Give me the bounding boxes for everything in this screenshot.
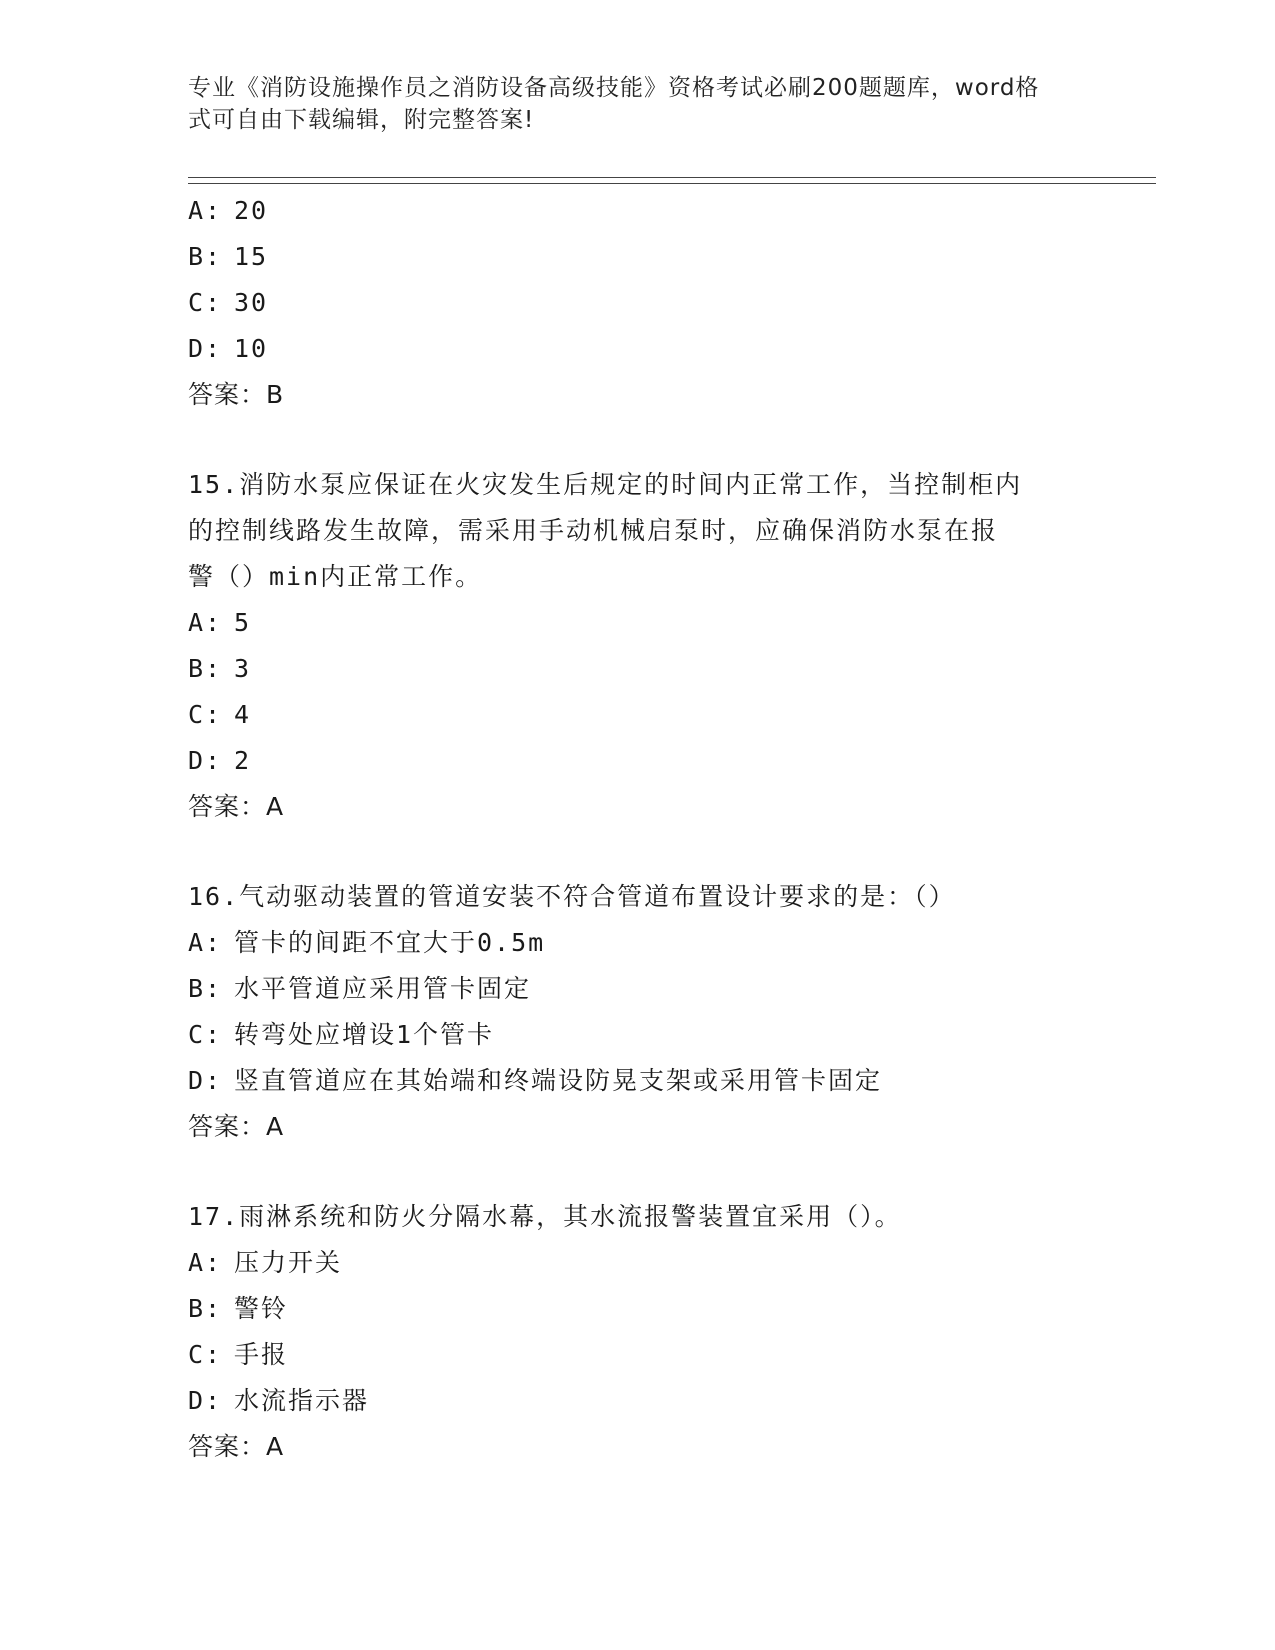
option-text: 4 (234, 700, 252, 729)
option-text: 管卡的间距不宜大于0.5m (234, 928, 546, 957)
option-label: C: (188, 700, 223, 729)
option-d (188, 1058, 1088, 1104)
option-c (188, 280, 1088, 326)
option-label: D: (188, 334, 223, 363)
header-title-line-2: 式可自由下载编辑，附完整答案! (188, 107, 535, 133)
option-label: B: (188, 974, 223, 1003)
option-label: A: (188, 1248, 223, 1277)
header-divider-top (188, 177, 1156, 178)
answer-line: 答案：A (188, 1432, 285, 1461)
option-d (188, 738, 1088, 784)
option-label: C: (188, 1340, 223, 1369)
question-text-line: 的控制线路发生故障，需采用手动机械启泵时，应确保消防水泵在报 (188, 516, 999, 545)
option-c (188, 1332, 1088, 1378)
option-a (188, 188, 1088, 234)
option-label: C: (188, 288, 223, 317)
option-text: 手报 (234, 1340, 289, 1369)
option-c (188, 692, 1088, 738)
answer-line: 答案：B (188, 380, 285, 409)
option-b (188, 234, 1088, 280)
option-label: D: (188, 1386, 223, 1415)
option-text: 水平管道应采用管卡固定 (234, 974, 532, 1003)
question-15 (188, 462, 1088, 830)
option-text: 10 (234, 334, 269, 363)
option-a (188, 1240, 1088, 1286)
option-label: A: (188, 928, 223, 957)
option-label: C: (188, 1020, 223, 1049)
option-label: B: (188, 1294, 223, 1323)
option-text: 3 (234, 654, 252, 683)
option-text: 压力开关 (234, 1248, 343, 1277)
spacer (188, 830, 1088, 874)
option-d (188, 1378, 1088, 1424)
question-text-line: 16.气动驱动装置的管道安装不符合管道布置设计要求的是：（） (188, 882, 956, 911)
option-b (188, 1286, 1088, 1332)
option-text: 2 (234, 746, 252, 775)
answer-line: 答案：A (188, 1112, 285, 1141)
option-c (188, 1012, 1088, 1058)
option-text: 转弯处应增设1个管卡 (234, 1020, 495, 1049)
question-text-line: 警（）min内正常工作。 (188, 562, 483, 591)
option-text: 5 (234, 608, 252, 637)
option-text: 水流指示器 (234, 1386, 370, 1415)
header-divider-bottom (188, 183, 1156, 184)
header-title-line-1: 专业《消防设施操作员之消防设备高级技能》资格考试必刷200题题库，word格 (188, 75, 1040, 101)
option-a (188, 600, 1088, 646)
option-a (188, 920, 1088, 966)
option-label: A: (188, 608, 223, 637)
question-16 (188, 874, 1088, 1150)
spacer (188, 1150, 1088, 1194)
spacer (188, 418, 1088, 462)
option-label: D: (188, 746, 223, 775)
document-header (188, 72, 1068, 136)
option-b (188, 646, 1088, 692)
option-d (188, 326, 1088, 372)
option-label: B: (188, 242, 223, 271)
option-text: 竖直管道应在其始端和终端设防晃支架或采用管卡固定 (234, 1066, 883, 1095)
option-label: D: (188, 1066, 223, 1095)
option-b (188, 966, 1088, 1012)
question-text-line: 15.消防水泵应保证在火灾发生后规定的时间内正常工作，当控制柜内 (188, 470, 1023, 499)
option-text: 20 (234, 196, 269, 225)
question-text-line: 17.雨淋系统和防火分隔水幕，其水流报警装置宜采用（）。 (188, 1202, 902, 1231)
option-text: 15 (234, 242, 269, 271)
question-14 (188, 188, 1088, 418)
answer-line: 答案：A (188, 792, 285, 821)
option-text: 警铃 (234, 1294, 289, 1323)
question-list (188, 188, 1088, 1470)
option-text: 30 (234, 288, 269, 317)
option-label: B: (188, 654, 223, 683)
question-17 (188, 1194, 1088, 1470)
option-label: A: (188, 196, 223, 225)
